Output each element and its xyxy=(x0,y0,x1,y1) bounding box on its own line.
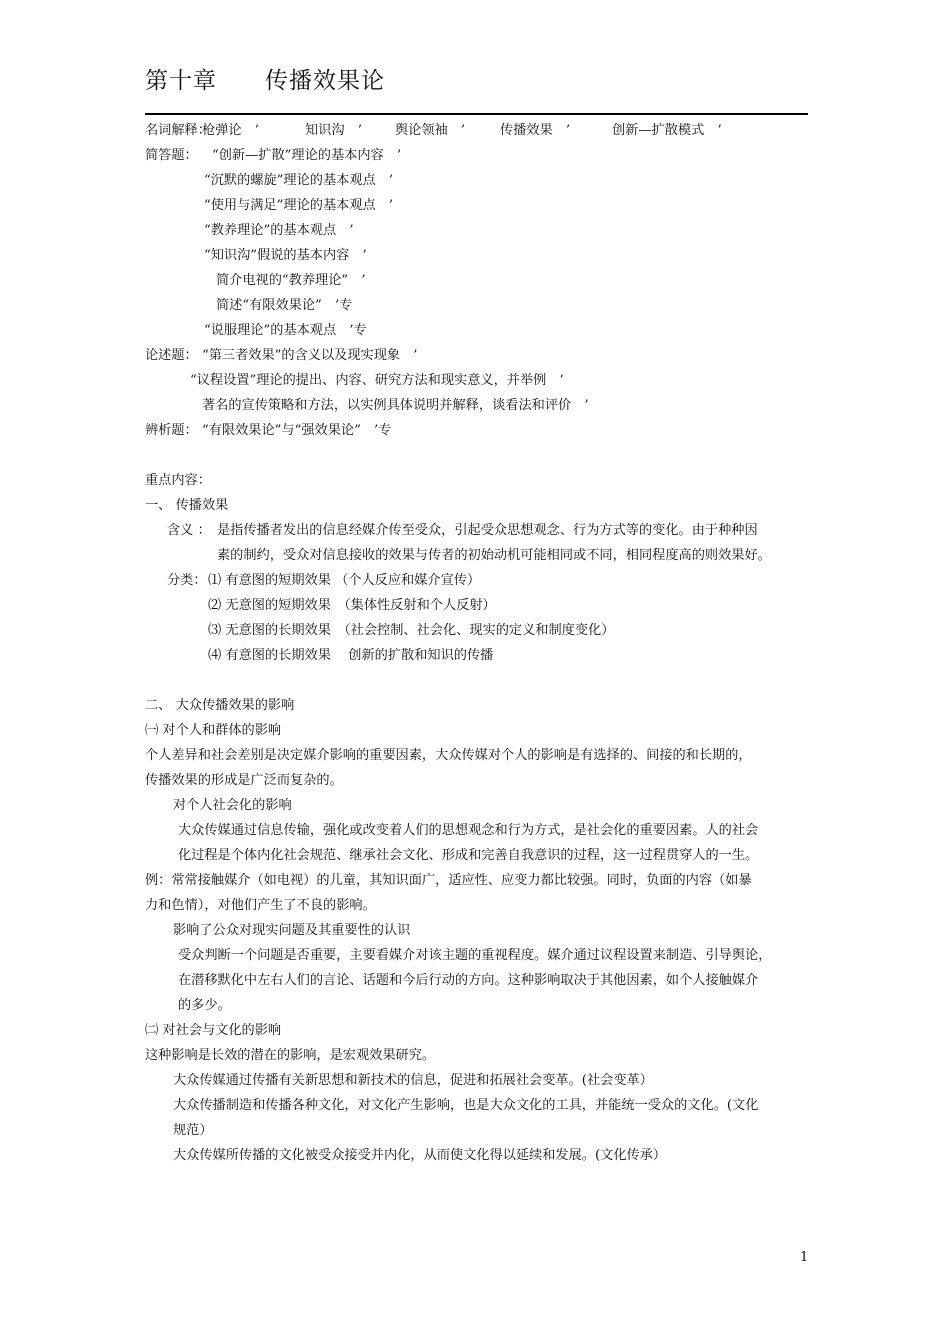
short-answer-item: “创新—扩散”理论的基本内容 ’ xyxy=(212,148,402,163)
term-item: 知识沟 ’ xyxy=(305,123,362,138)
paragraph-line: 大众传媒所传播的文化被受众接受并内化，从而使文化得以延续和发展。(文化传承） xyxy=(173,1148,667,1163)
subsection-heading: ㈡ 对社会与文化的影响 xyxy=(145,1023,282,1038)
classification-label: 分类： xyxy=(167,573,207,588)
classification-item: ⑷ 有意图的长期效果 创新的扩散和知识的传播 xyxy=(208,648,494,663)
short-answer-item: “知识沟”假说的基本内容 ’ xyxy=(204,248,367,263)
short-answer-item: “说服理论”的基本观点 ’专 xyxy=(204,323,367,338)
term-item: 枪弹论 ’ xyxy=(202,123,259,138)
example-line: 例：常常接触媒介（如电视）的儿童，其知识面广，适应性、应变力都比较强。同时，负面的内容（如暴 xyxy=(145,873,752,888)
definition-text: 是指传播者发出的信息经媒介传至受众，引起受众思想观念、行为方式等的变化。由于种种因 xyxy=(217,523,758,538)
paragraph-line: 个人差异和社会差别是决定媒介影响的重要因素，大众传媒对个人的影响是有选择的、间接的和长期的， xyxy=(145,748,752,763)
point-heading: 对个人社会化的影响 xyxy=(173,798,292,813)
paragraph-line: 大众传播制造和传播各种文化，对文化产生影响，也是大众文化的工具，并能统一受众的文化。(文化 xyxy=(173,1098,759,1113)
paragraph-line: 规范） xyxy=(173,1123,213,1138)
classification-item: ⑵ 无意图的短期效果 （集体性反射和个人反射） xyxy=(208,598,496,613)
term-item: 创新—扩散模式 ’ xyxy=(612,123,722,138)
short-answer-item: “使用与满足”理论的基本观点 ’ xyxy=(204,198,394,213)
paragraph-line: 这种影响是长效的潜在的影响，是宏观效果研究。 xyxy=(145,1048,436,1063)
paragraph-line: 受众判断一个问题是否重要，主要看媒介对该主题的重视程度。媒介通过议程设置来制造、引导舆论， xyxy=(178,948,772,963)
short-answer-label: 简答题： xyxy=(145,148,198,163)
short-answer-item: “沉默的螺旋”理论的基本观点 ’ xyxy=(204,173,394,188)
essay-item: “第三者效果”的含义以及现实现象 ’ xyxy=(202,348,418,363)
classification-item: ⑴ 有意图的短期效果 （个人反应和媒介宣传） xyxy=(208,573,481,588)
point-heading: 影响了公众对现实问题及其重要性的认识 xyxy=(173,923,411,938)
classification-item: ⑶ 无意图的长期效果 （社会控制、社会化、现实的定义和制度变化） xyxy=(208,623,615,638)
title-rule xyxy=(145,113,808,115)
analysis-label: 辨析题： xyxy=(145,423,198,438)
paragraph-line: 的多少。 xyxy=(178,998,231,1013)
definition-text: 素的制约，受众对信息接收的效果与传者的初始动机可能相同或不同，相同程度高的则效果好。 xyxy=(217,548,771,563)
example-line: 力和色情），对他们产生了不良的影响。 xyxy=(145,898,376,913)
essay-item: “议程设置”理论的提出、内容、研究方法和现实意义，并举例 ’ xyxy=(190,373,564,388)
paragraph-line: 在潜移默化中左右人们的言论、话题和今后行动的方向。这种影响取决于其他因素，如个人接触媒介 xyxy=(178,973,759,988)
page-number: 1 xyxy=(800,1250,809,1265)
short-answer-item: 简介电视的“教养理论” ’ xyxy=(216,273,366,288)
subsection-heading: ㈠ 对个人和群体的影响 xyxy=(145,723,282,738)
section2-heading: 二、 大众传播效果的影响 xyxy=(145,698,295,713)
key-heading: 重点内容： xyxy=(145,473,211,488)
paragraph-line: 传播效果的形成是广泛而复杂的。 xyxy=(145,773,343,788)
short-answer-item: “教养理论”的基本观点 ’ xyxy=(204,223,354,238)
definition-label: 含义 ： xyxy=(167,523,211,538)
paragraph-line: 大众传媒通过传播有关新思想和新技术的信息，促进和拓展社会变革。(社会变革） xyxy=(173,1073,653,1088)
terms-label: 名词解释： xyxy=(145,123,211,138)
paragraph-line: 大众传媒通过信息传输，强化或改变着人们的思想观念和行为方式，是社会化的重要因素。人的社会 xyxy=(178,823,759,838)
short-answer-item: 简述“有限效果论” ’专 xyxy=(216,298,353,313)
chapter-title: 第十章 传播效果论 xyxy=(145,68,385,94)
paragraph-line: 化过程是个体内化社会规范、继承社会文化、形成和完善自我意识的过程，这一过程贯穿人的一生。 xyxy=(178,848,759,863)
essay-item: 著名的宣传策略和方法，以实例具体说明并解释，谈看法和评价 ’ xyxy=(202,398,589,413)
term-item: 传播效果 ’ xyxy=(500,123,571,138)
analysis-item: “有限效果论”与“强效果论” ’专 xyxy=(202,423,392,438)
section1-heading: 一、 传播效果 xyxy=(145,498,229,513)
essay-label: 论述题： xyxy=(145,348,198,363)
term-item: 舆论领袖 ’ xyxy=(395,123,466,138)
